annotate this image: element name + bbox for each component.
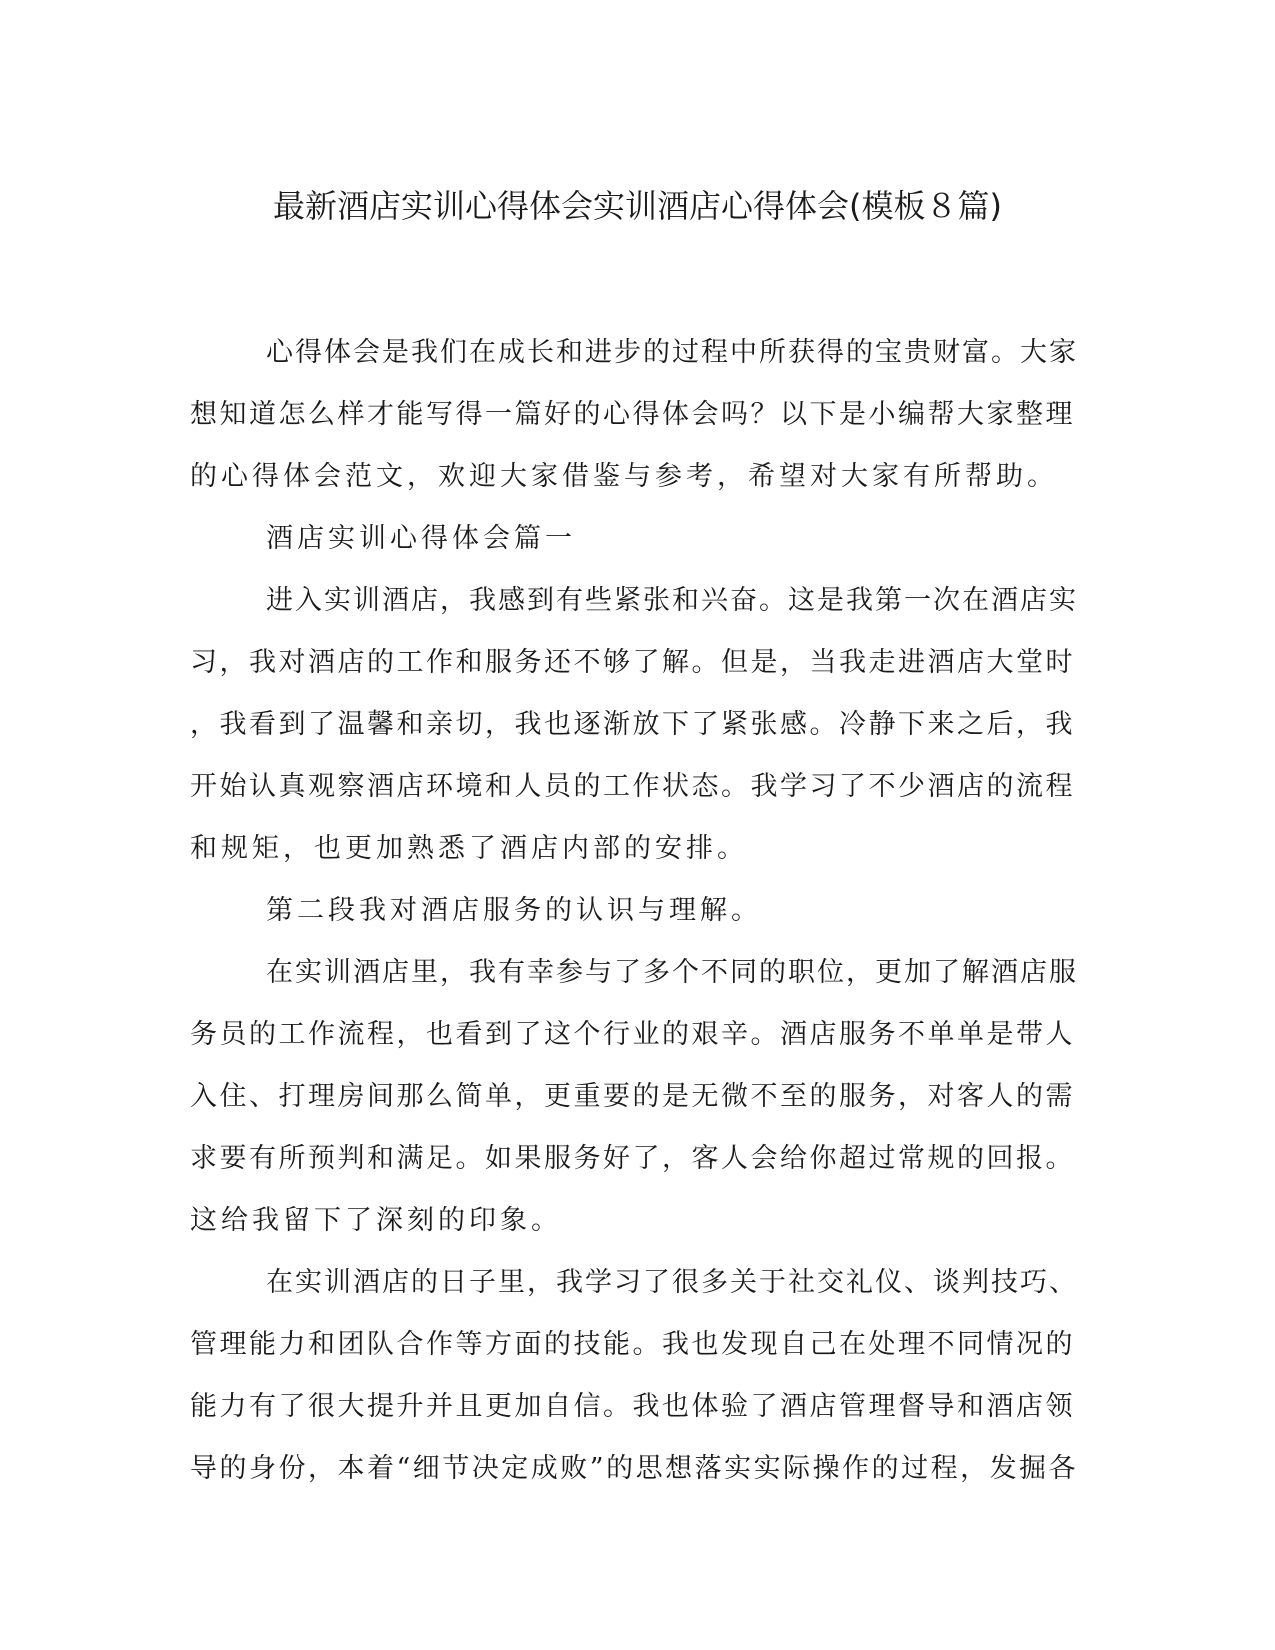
text-line: 入住、打理房间那么简单，更重要的是无微不至的服务，对客人的需: [190, 1081, 1075, 1112]
text-line: 管理能力和团队合作等方面的技能。我也发现自己在处理不同情况的: [190, 1329, 1075, 1360]
text-line: 酒店实训心得体会篇一: [266, 523, 576, 554]
text-line: 开始认真观察酒店环境和人员的工作状态。我学习了不少酒店的流程: [190, 771, 1075, 802]
text-line: 习，我对酒店的工作和服务还不够了解。但是，当我走进酒店大堂时: [190, 647, 1075, 678]
text-line: 的心得体会范文，欢迎大家借鉴与参考，希望对大家有所帮助。: [190, 461, 1058, 492]
text-line: 和规矩，也更加熟悉了酒店内部的安排。: [190, 833, 748, 864]
text-line: 第二段我对酒店服务的认识与理解。: [266, 895, 762, 926]
text-line: 在实训酒店里，我有幸参与了多个不同的职位，更加了解酒店服: [266, 957, 1078, 988]
text-line: 心得体会是我们在成长和进步的过程中所获得的宝贵财富。大家: [266, 337, 1078, 368]
text-line: ，我看到了温馨和亲切，我也逐渐放下了紧张感。冷静下来之后，我: [190, 709, 1075, 740]
text-line: 进入实训酒店，我感到有些紧张和兴奋。这是我第一次在酒店实: [266, 585, 1078, 616]
text-line: 求要有所预判和满足。如果服务好了，客人会给你超过常规的回报。: [190, 1143, 1075, 1174]
document-title: 最新酒店实训心得体会实训酒店心得体会(模板８篇): [273, 187, 1002, 225]
text-line: 这给我留下了深刻的印象。: [190, 1205, 562, 1236]
text-line: 务员的工作流程，也看到了这个行业的艰辛。酒店服务不单单是带人: [190, 1019, 1075, 1050]
text-line: 想知道怎么样才能写得一篇好的心得体会吗？以下是小编帮大家整理: [190, 399, 1075, 430]
text-line: 在实训酒店的日子里，我学习了很多关于社交礼仪、谈判技巧、: [266, 1267, 1078, 1298]
text-line: 导的身份，本着“细节决定成败”的思想落实实际操作的过程，发掘各: [190, 1453, 1079, 1484]
text-line: 能力有了很大提升并且更加自信。我也体验了酒店管理督导和酒店领: [190, 1391, 1075, 1422]
document-body: [190, 322, 1082, 1500]
